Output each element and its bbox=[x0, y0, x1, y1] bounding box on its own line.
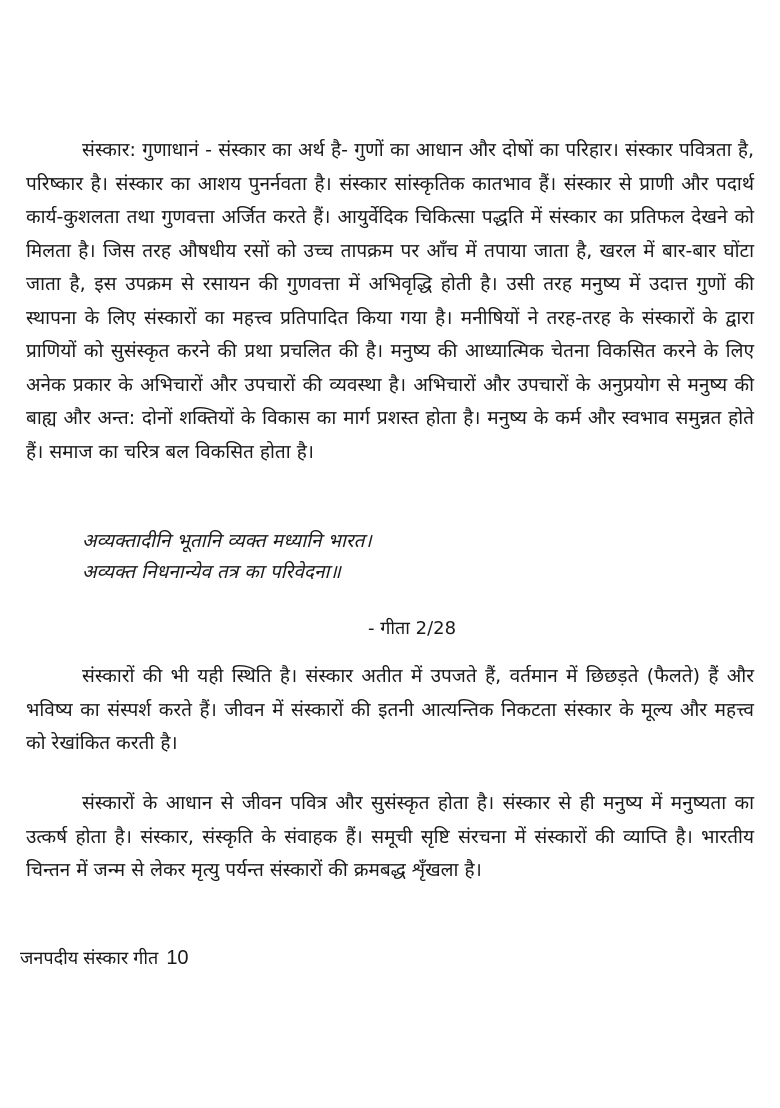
paragraph-1-text: संस्कार: गुणाधानं - संस्कार का अर्थ है- गुणों का आधान और दोषों का परिहार। संस्कार पवित्रता है, परिष्कार है। संस्कार का आशय पुनर्नवता है। संस्कार सांस्कृतिक कातभाव हैं। संस्कार से प्राणी और पदार्थ कार्य-कुशलता तथा गुणवत्ता अर्जित करते हैं। आयुर्वेदिक चिकित्सा पद्धति में संस्कार का प्रतिफल देखने को मिलता है। जिस तरह औषधीय रसों को उच्च तापक्रम पर आँच में तपाया जाता है, खरल में बार-बार घोंटा जाता है, इस उपक्रम से रसायन की गुणवत्ता में अभिवृद्धि होती है। उसी तरह मनुष्य में उदात्त गुणों की स्थापना के लिए संस्कारों का महत्त्व प्रतिपादित किया गया है। मनीषियों ने तरह-तरह के संस्कारों के द्वारा प्राणियों को सुसंस्कृत करने की प्रथा प्रचलित की है। मनुष्य की आध्यात्मिक चेतना विकसित करने के लिए अनेक प्रकार के अभिचारों और उपचारों की व्यवस्था है। अभिचारों और उपचारों के अनुप्रयोग से मनुष्य की बाह्य और अन्त: दोनों शक्तियों के विकास का मार्ग प्रशस्त होता है। मनुष्य के कर्म और स्वभाव समुन्नत होते हैं। समाज का चरित्र बल विकसित होता है। bbox=[26, 139, 754, 463]
verse-citation: - गीता 2/28 bbox=[368, 618, 457, 639]
verse-line-2: अव्यक्त निधनान्येव तत्र का परिवेदना॥ bbox=[82, 561, 341, 583]
paragraph-2-text: संस्कारों की भी यही स्थिति है। संस्कार अतीत में उपजते हैं, वर्तमान में छिछड़ते (फैलते) हैं और भविष्य का संस्पर्श करते हैं। जीवन में संस्कारों की इतनी आत्यन्तिक निकटता संस्कार के मूल्य और महत्त्व को रेखांकित करती है। bbox=[26, 665, 754, 754]
footer-book-title: जनपदीय संस्कार गीत bbox=[20, 948, 159, 968]
paragraph-3 bbox=[26, 787, 754, 888]
verse-block bbox=[82, 526, 722, 588]
page-number: 10 bbox=[166, 947, 189, 969]
paragraph-2 bbox=[26, 660, 754, 761]
paragraph-3-text: संस्कारों के आधान से जीवन पवित्र और सुसंस्कृत होता है। संस्कार से ही मनुष्य में मनुष्यता का उत्कर्ष होता है। संस्कार, संस्कृति के संवाहक हैं। समूची सृष्टि संरचना में संस्कारों की व्याप्ति है। भारतीय चिन्तन में जन्म से लेकर मृत्यु पर्यन्त संस्कारों की क्रमबद्ध शृँखला है। bbox=[26, 792, 754, 881]
page-footer bbox=[20, 946, 189, 970]
paragraph-1 bbox=[26, 134, 754, 469]
verse-line-1: अव्यक्तादीनि भूतानि व्यक्त मध्यानि भारत। bbox=[82, 530, 372, 552]
